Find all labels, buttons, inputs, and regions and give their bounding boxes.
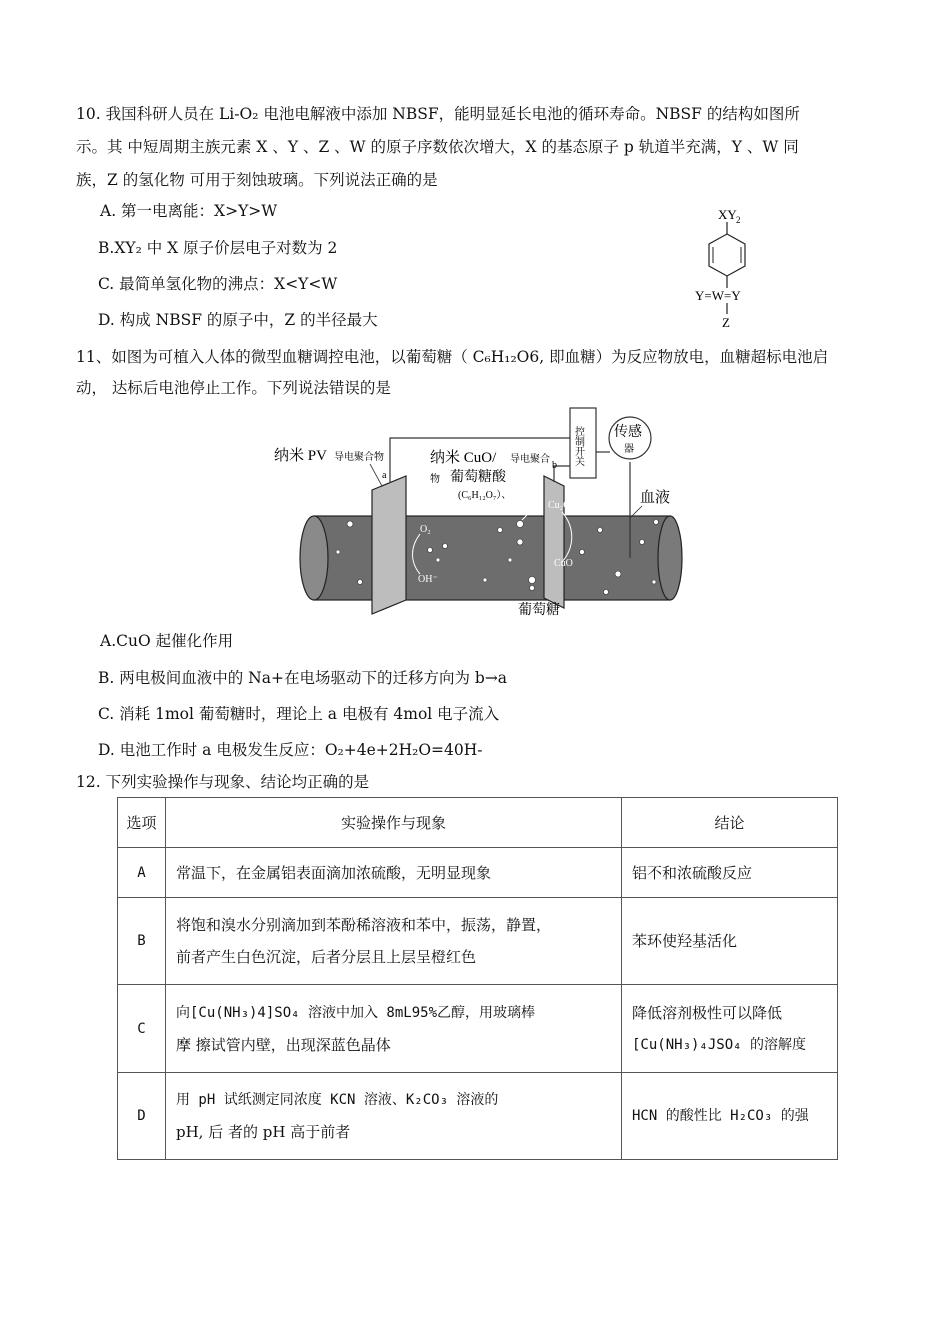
q10-option-a: A. 第一电离能：X>Y>W [100,202,278,220]
q11-option-c: C. 消耗 1mol 葡萄糖时，理论上 a 电极有 4mol 电子流入 [98,705,500,723]
sensor-label-line-1: 传感 [614,425,642,440]
mid-electrode-label-line-2: 物 [430,474,440,485]
q10-option-d: D. 构成 NBSF 的原子中，Z 的半径最大 [98,311,378,329]
q11-option-d: D. 电池工作时 a 电极发生反应：O₂+4e+2H₂O=40H- [98,741,483,759]
row-b-operation-line-2: 前者产生白色沉淀，后者分层且上层呈橙红色 [176,948,477,966]
header-operation: 实验操作与现象 [166,798,622,848]
mid-electrode-label-small: 导电聚合 [510,454,550,465]
header-option: 选项 [118,798,166,848]
glucose-label: 葡萄糖 [518,603,560,618]
table-header-row [118,798,838,848]
row-c-option: C [118,985,166,1073]
left-electrode-label-small: 导电聚合物 [334,452,384,463]
left-electrode-label: 纳米 PV [274,448,327,464]
electrode-b-label: b [552,460,557,471]
structure-top-label: XY [718,207,737,222]
cuo-label: CuO [554,558,573,569]
structure-bottom-label: Z [722,315,730,329]
row-a-operation [166,848,622,898]
q12-table [117,797,838,1160]
q11-stem-line-1: 11、如图为可植入人体的微型血糖调控电池，以葡萄糖（ C₆H₁₂O6, 即血糖）为反应物放电，血糖超标电池启 [76,348,829,366]
structure-top-sub: 2 [736,215,741,225]
glucose-battery-diagram [270,402,690,624]
row-d-operation-line-1: 用 pH 试纸测定同浓度 KCN 溶液、K₂CO₃ 溶液的 [176,1092,499,1108]
q10-option-b: B.XY₂ 中 X 原子价层电子对数为 2 [98,239,338,257]
table-row [118,848,838,898]
electrode-a-label: a [382,470,387,481]
row-c-operation-line-1: 向[Cu(NH₃)4]SO₄ 溶液中加入 8mL95%乙醇，用玻璃棒 [176,1004,536,1021]
structure-middle-label: Y=W=Y [695,288,741,303]
q11-option-b: B. 两电极间血液中的 Na+在电场驱动下的迁移方向为 b→a [98,669,508,687]
row-c-conclusion-line-1: 降低溶剂极性可以降低 [632,1003,783,1022]
row-b-conclusion-line-1: 苯环使羟基活化 [632,932,738,950]
table-row [118,1073,838,1160]
table-row [118,985,838,1073]
row-d-operation [166,1073,622,1160]
sensor-label-line-2: 器 [624,444,634,455]
row-c-operation [166,985,622,1073]
table-row [118,898,838,985]
gluconic-acid-label: 葡萄糖酸 [450,470,506,485]
q10-option-c: C. 最简单氢化物的沸点：X<Y<W [98,275,338,293]
blood-label: 血液 [640,490,671,506]
row-d-operation-line-2: pH, 后 者的 pH 高于前者 [176,1123,351,1141]
row-a-conclusion [622,848,838,898]
gluconic-acid-formula: (C₆H₁₂O₇）、 [458,490,512,501]
mid-electrode-label: 纳米 CuO/ [430,450,497,466]
row-a-option: A [118,848,166,898]
row-d-option: D [118,1073,166,1160]
q10-stem-line-3: 族，Z 的氢化物 可用于刻蚀玻璃。下列说法正确的是 [76,171,438,189]
o2-label: O₂ [420,524,431,535]
row-c-operation-line-2: 摩 擦试管内壁，出现深蓝色晶体 [176,1035,391,1054]
q10-stem-line-1: 10. 我国科研人员在 Li-O₂ 电池电解液中添加 NBSF，能明显延长电池的循环寿命。NBSF 的结构如图所 [76,105,800,123]
row-d-conclusion [622,1073,838,1160]
oh-label: OH⁻ [418,574,438,585]
row-b-operation [166,898,622,985]
row-d-conclusion-line-1: HCN 的酸性比 H₂CO₃ 的强 [632,1108,809,1124]
row-c-conclusion [622,985,838,1073]
nbsf-structure-diagram [680,204,790,329]
row-b-conclusion [622,898,838,985]
control-switch-label: 控制开关 [572,426,584,466]
q12-stem: 12. 下列实验操作与现象、结论均正确的是 [76,773,370,791]
q11-option-a: A.CuO 起催化作用 [100,632,234,650]
row-a-operation-line-1: 常温下，在金属铝表面滴加浓硫酸，无明显现象 [176,863,492,882]
q11-stem-line-2: 动， 达标后电池停止工作。下列说法错误的是 [76,379,391,397]
row-c-conclusion-line-2: [Cu(NH₃)₄JSO₄ 的溶解度 [632,1036,807,1053]
row-b-operation-line-1: 将饱和溴水分别滴加到苯酚稀溶液和苯中，振荡，静置， [176,916,552,934]
q10-stem-line-2: 示。其 中短周期主族元素 X 、Y 、Z 、W 的原子序数依次增大，X 的基态原子 p 轨道半充满，Y 、W 同 [76,138,799,156]
header-conclusion: 结论 [622,798,838,848]
row-a-conclusion-line-1: 铝不和浓硫酸反应 [632,863,753,882]
cu2o-label: Cu₂O [548,500,571,511]
row-b-option: B [118,898,166,985]
